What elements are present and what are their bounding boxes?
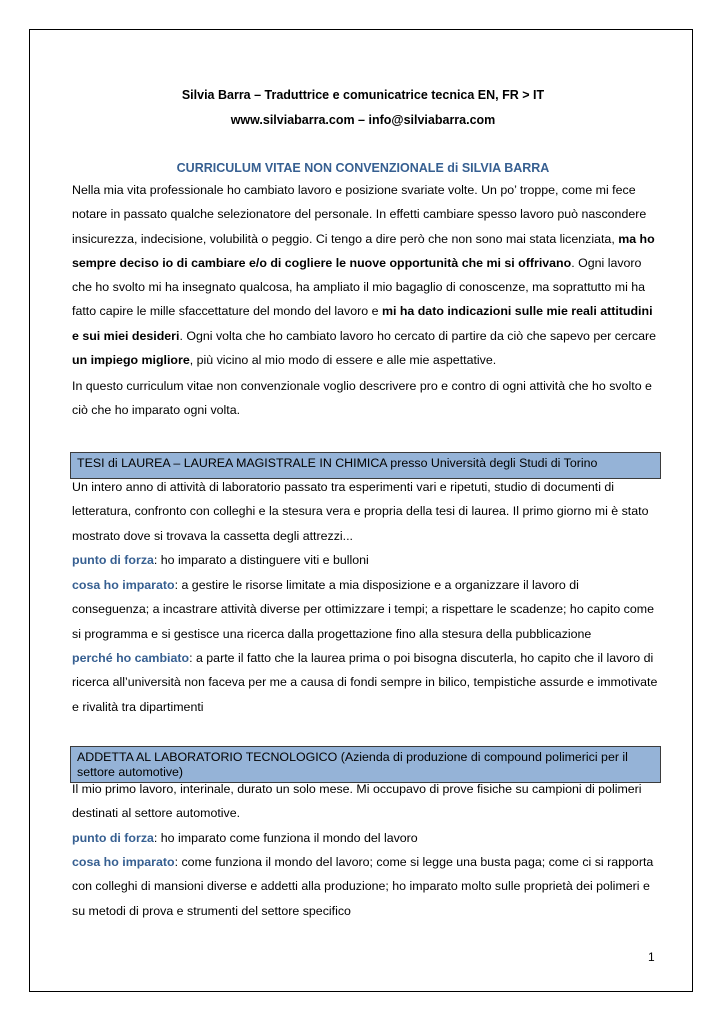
intro-text-3: . Ogni volta che ho cambiato lavoro ho cercato di partire da ciò che sapevo per cercare <box>179 328 657 343</box>
learned-paragraph <box>72 850 658 923</box>
intro-text-2: . Ogni lavoro che ho svolto mi ha insegnato qualcosa, ha ampliato il mio bagaglio di conoscenze, ma soprattutto mi ha fatto capire le mille sfaccettature del mondo del lavoro e <box>72 255 646 319</box>
why-changed-label: perché ho cambiato <box>72 651 190 665</box>
why-changed-paragraph <box>72 646 658 719</box>
learned-paragraph <box>72 573 658 646</box>
contact-line: www.silviabarra.com – info@silviabarra.com <box>230 113 496 127</box>
learned-text: : come funziona il mondo del lavoro; come si legge una busta paga; come ci si rapporta con colleghi di mansioni diverse e addetti alla produzione; ho imparato molto sulle proprietà dei polimeri e su metodi di prova e strumenti del settore specifico <box>72 855 654 918</box>
intro-text-4: , più vicino al mio modo di essere e alle mie aspettative. <box>189 353 497 368</box>
section-description: Un intero anno di attività di laboratorio passato tra esperimenti vari e ripetuti, studio di documenti di letteratura, confronto con colleghi e la stesura vera e propria della tesi di laurea. Il primo giorno mi è stato mostrato dove si trovava la cassetta degli attrezzi... <box>72 480 649 543</box>
intro-bold-2: mi ha dato indicazioni sulle mie reali attitudini e sui miei desideri <box>72 304 653 343</box>
learned-text: : a gestire le risorse limitate a mia disposizione e a organizzare il lavoro di conseguenza; a incastrare attività diverse per ottimizzare i tempi; a rispettare le scadenze; ho capito come si programma e si gestisce una ricerca dalla progettazione fino alla stesura della pubblicazione <box>72 578 654 641</box>
strength-label: punto di forza <box>72 553 154 567</box>
cv-title: CURRICULUM VITAE NON CONVENZIONALE di SILVIA BARRA <box>176 161 550 175</box>
strength-text: : ho imparato a distinguere viti e bulloni <box>153 553 369 567</box>
strength-text: : ho imparato come funziona il mondo del lavoro <box>153 831 418 845</box>
name-title-line: Silvia Barra – Traduttrice e comunicatrice tecnica EN, FR > IT <box>181 88 545 102</box>
why-changed-text: : a parte il fatto che la laurea prima o poi bisogna discuterla, ho capito che il lavoro di ricerca all’università non faceva per me a causa di fondi sempre in bilico, tempistiche assurde e immotivate e rivalità tra dipartimenti <box>72 651 658 714</box>
page-number: 1 <box>648 950 655 964</box>
strength-line <box>72 826 658 850</box>
intro-bold-1: ma ho sempre deciso io di cambiare e/o di cogliere le nuove opportunità che mi si offrivano <box>72 231 655 270</box>
section-title: ADDETTA AL LABORATORIO TECNOLOGICO (Azienda di produzione di compound polimerici per il settore automotive) <box>77 750 628 779</box>
learned-label: cosa ho imparato <box>72 855 175 869</box>
intro-bold-3: un impiego migliore <box>72 353 190 368</box>
intro-paragraph <box>72 178 658 372</box>
section-description: Il mio primo lavoro, interinale, durato un solo mese. Mi occupavo di prove fisiche su campioni di polimeri destinati al settore automotive. <box>72 782 642 821</box>
intro-paragraph-2: In questo curriculum vitae non convenzionale voglio descrivere pro e contro di ogni attività che ho svolto e ciò che ho imparato ogni volta. <box>72 379 652 418</box>
strength-line <box>72 548 658 572</box>
intro-text-1: Nella mia vita professionale ho cambiato lavoro e posizione svariate volte. Un po’ troppe, come mi fece notare in passato qualche selezionatore del personale. In effetti cambiare spesso lavoro può nascondere insicurezza, indecisione, volubilità o peggio. Ci tengo a dire però che non sono mai stata licenziata, <box>72 183 647 246</box>
section-title: TESI di LAUREA – LAUREA MAGISTRALE IN CHIMICA presso Università degli Studi di Torino <box>77 456 598 470</box>
strength-label: punto di forza <box>72 831 154 845</box>
learned-label: cosa ho imparato <box>72 578 175 592</box>
